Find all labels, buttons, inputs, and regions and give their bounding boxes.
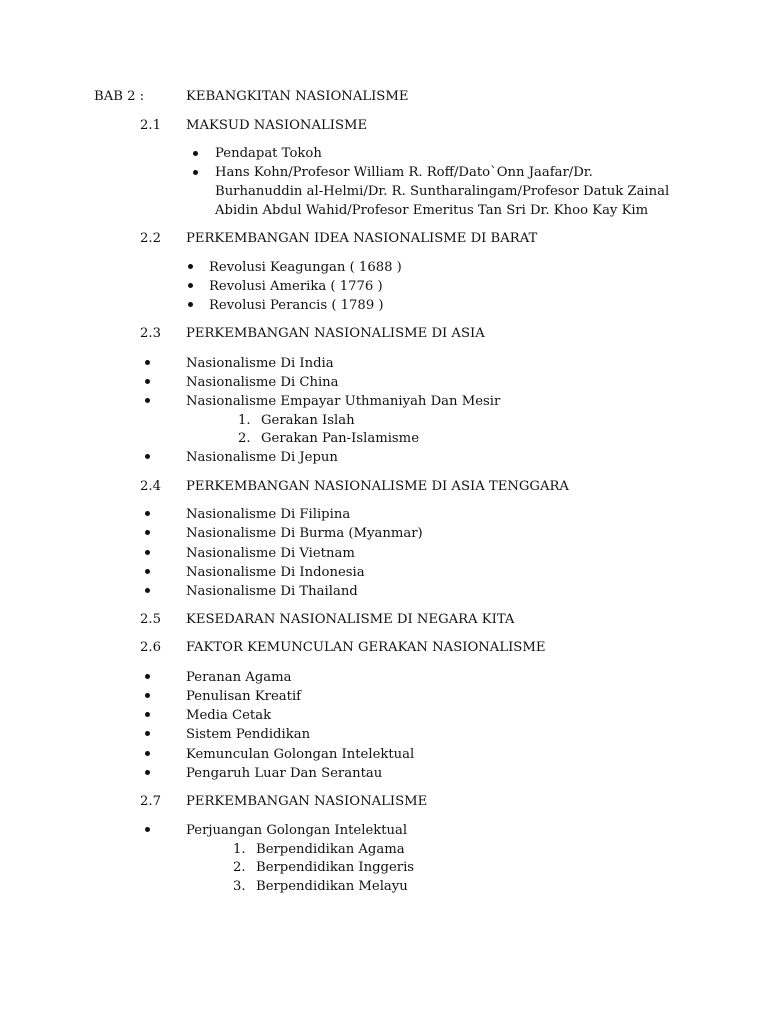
bullet-icon: [145, 569, 150, 574]
sub-item: Berpendidikan Melayu: [256, 879, 408, 894]
bullet-icon: [145, 827, 150, 832]
bullet-icon: [145, 770, 150, 775]
list-item: Hans Kohn/Profesor William R. Roff/Dato`Onn Jaafar/Dr.: [215, 165, 593, 180]
sub-item: Berpendidikan Agama: [256, 842, 405, 857]
list-item: Kemunculan Golongan Intelektual: [186, 747, 415, 762]
list-item: Peranan Agama: [186, 670, 292, 685]
list-item: Media Cetak: [186, 708, 272, 723]
chapter-title: KEBANGKITAN NASIONALISME: [186, 89, 409, 104]
section-number: 2.3: [140, 326, 161, 341]
list-item: Revolusi Amerika ( 1776 ): [209, 279, 383, 294]
sub-item-number: 1.: [238, 413, 251, 428]
section-title: FAKTOR KEMUNCULAN GERAKAN NASIONALISME: [186, 640, 546, 655]
section-title: PERKEMBANGAN NASIONALISME: [186, 794, 428, 809]
chapter-label: BAB 2 :: [94, 89, 145, 104]
list-item: Nasionalisme Di China: [186, 375, 339, 390]
list-item: Nasionalisme Di India: [186, 356, 334, 371]
sub-item: Gerakan Islah: [261, 413, 355, 428]
sub-item-number: 2.: [238, 431, 251, 446]
list-item: Nasionalisme Di Jepun: [186, 450, 338, 465]
bullet-icon: [188, 302, 193, 307]
section-number: 2.2: [140, 231, 161, 246]
list-item: Revolusi Keagungan ( 1688 ): [209, 260, 402, 275]
section-title: MAKSUD NASIONALISME: [186, 118, 368, 133]
list-item-continuation: Burhanuddin al-Helmi/Dr. R. Suntharalingam/Profesor Datuk Zainal: [215, 184, 670, 199]
bullet-icon: [145, 731, 150, 736]
sub-item: Berpendidikan Inggeris: [256, 860, 415, 875]
sub-item-number: 2.: [233, 860, 246, 875]
list-item: Pengaruh Luar Dan Serantau: [186, 766, 383, 781]
section-title: PERKEMBANGAN NASIONALISME DI ASIA TENGGARA: [186, 479, 569, 494]
list-item: Nasionalisme Di Thailand: [186, 584, 358, 599]
bullet-icon: [145, 379, 150, 384]
list-item: Nasionalisme Di Indonesia: [186, 565, 365, 580]
list-item: Pendapat Tokoh: [215, 146, 322, 161]
section-title: PERKEMBANGAN NASIONALISME DI ASIA: [186, 326, 485, 341]
bullet-icon: [145, 550, 150, 555]
list-item: Nasionalisme Empayar Uthmaniyah Dan Mesir: [186, 394, 501, 409]
list-item: Nasionalisme Di Vietnam: [186, 546, 355, 561]
bullet-icon: [188, 283, 193, 288]
section-number: 2.1: [140, 118, 161, 133]
bullet-icon: [145, 712, 150, 717]
bullet-icon: [145, 360, 150, 365]
bullet-icon: [145, 454, 150, 459]
section-number: 2.6: [140, 640, 161, 655]
list-item: Nasionalisme Di Filipina: [186, 507, 351, 522]
sub-item: Gerakan Pan-Islamisme: [261, 431, 419, 446]
bullet-icon: [145, 511, 150, 516]
bullet-icon: [145, 693, 150, 698]
list-item-continuation: Abidin Abdul Wahid/Profesor Emeritus Tan Sri Dr. Khoo Kay Kim: [215, 203, 649, 218]
section-number: 2.7: [140, 794, 161, 809]
list-item: Penulisan Kreatif: [186, 689, 302, 704]
bullet-icon: [188, 264, 193, 269]
bullet-icon: [145, 588, 150, 593]
bullet-icon: [145, 398, 150, 403]
list-item: Nasionalisme Di Burma (Myanmar): [186, 526, 423, 541]
section-number: 2.5: [140, 612, 161, 627]
section-title: PERKEMBANGAN IDEA NASIONALISME DI BARAT: [186, 231, 538, 246]
list-item: Perjuangan Golongan Intelektual: [186, 823, 408, 838]
bullet-icon: [145, 530, 150, 535]
section-number: 2.4: [140, 479, 161, 494]
list-item: Revolusi Perancis ( 1789 ): [209, 298, 384, 313]
bullet-icon: [145, 751, 150, 756]
section-title: KESEDARAN NASIONALISME DI NEGARA KITA: [186, 612, 515, 627]
bullet-icon: [193, 151, 198, 156]
bullet-icon: [193, 170, 198, 175]
sub-item-number: 1.: [233, 842, 246, 857]
list-item: Sistem Pendidikan: [186, 727, 311, 742]
sub-item-number: 3.: [233, 879, 246, 894]
bullet-icon: [145, 674, 150, 679]
